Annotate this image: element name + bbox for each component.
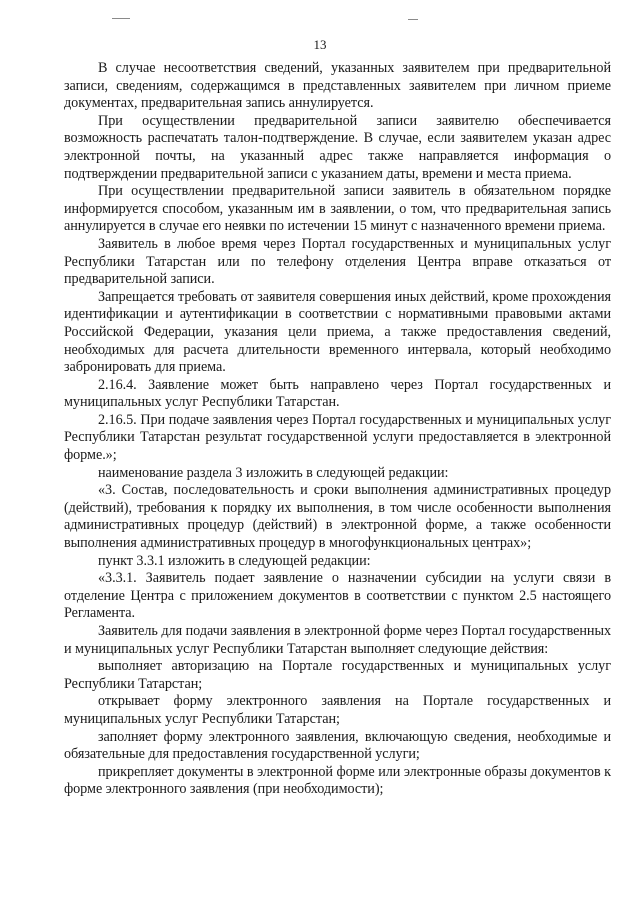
paragraph: наименование раздела 3 изложить в следующей редакции:	[98, 464, 449, 481]
document-body	[64, 60, 611, 799]
paragraph: При осуществлении предварительной записи заявитель в обязательном порядке информируется способом, указанным им в заявлении, о том, что предварительная запись аннулируется в случае его неявки по истечении 15 минут с назначенного времени приема.	[64, 183, 611, 235]
paragraph: При осуществлении предварительной записи заявителю обеспечивается возможность распечатать талон-подтверждение. В случае, если заявителем указан адрес электронной почты, на указанный адрес также направляется информация о подтверждении предварительной записи с указанием даты, времени и места приема.	[64, 112, 611, 182]
paragraph: Запрещается требовать от заявителя совершения иных действий, кроме прохождения идентификации и аутентификации в соответствии с нормативными правовыми актами Российской Федерации, указания цели приема, а также предоставления сведений, необходимых для расчета длительности временного интервала, который необходимо забронировать для приема.	[64, 288, 611, 376]
paragraph: выполняет авторизацию на Портале государственных и муниципальных услуг Республики Татарстан;	[64, 658, 611, 692]
scan-mark	[408, 19, 418, 20]
paragraph: пункт 3.3.1 изложить в следующей редакции:	[98, 552, 371, 569]
paragraph: открывает форму электронного заявления на Портале государственных и муниципальных услуг Республики Татарстан;	[64, 693, 611, 727]
page-number: 13	[313, 37, 327, 52]
paragraph: 2.16.4. Заявление может быть направлено через Портал государственных и муниципальных услуг Республики Татарстан.	[64, 376, 611, 411]
paragraph: 2.16.5. При подаче заявления через Портал государственных и муниципальных услуг Республики Татарстан результат государственной услуги предоставляется в электронной форме.»;	[64, 411, 611, 464]
paragraph: Заявитель для подачи заявления в электронной форме через Портал государственных и муниципальных услуг Республики Татарстан выполняет следующие действия:	[64, 623, 611, 657]
scan-mark	[112, 18, 130, 19]
paragraph: «3. Состав, последовательность и сроки выполнения административных процедур (действий), требования к порядку их выполнения, в том числе особенности выполнения административных процедур (действий) в электронной форме, а также особенности выполнения административных процедур в многофункциональных центрах»;	[64, 482, 611, 552]
paragraph: Заявитель в любое время через Портал государственных и муниципальных услуг Республики Татарстан или по телефону отделения Центра вправе отказаться от предварительной записи.	[64, 235, 611, 288]
paragraph: заполняет форму электронного заявления, включающую сведения, необходимые и обязательные для предоставления государственной услуги;	[64, 728, 611, 763]
paragraph: прикрепляет документы в электронной форме или электронные образы документов к форме электронного заявления (при необходимости);	[64, 763, 611, 798]
paragraph: В случае несоответствия сведений, указанных заявителем при предварительной записи, сведениям, содержащимся в представленных заявителем при личном приеме документах, предварительная запись аннулируется.	[64, 60, 611, 112]
paragraph: «3.3.1. Заявитель подает заявление о назначении субсидии на услуги связи в отделение Центра с приложением документов в соответствии с пунктом 2.5 настоящего Регламента.	[64, 570, 611, 622]
